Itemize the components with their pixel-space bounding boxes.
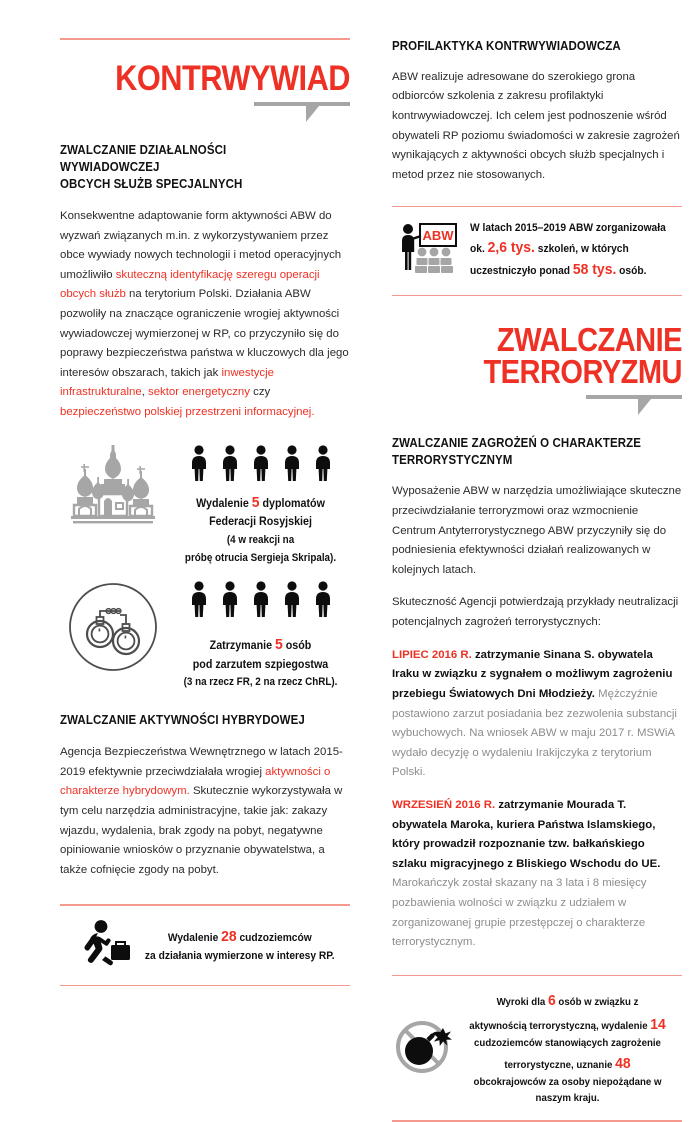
section-heading-counterintel	[60, 142, 327, 193]
saint-basil-cathedral-icon	[60, 445, 165, 531]
caption-post: osób	[282, 640, 312, 653]
person-icon	[250, 445, 272, 481]
hybrid-text-run-0: Agencja Bezpieczeństwa Wewnętrznego w latach 2015-2019 efektywnie przeciwdziałała wrogiej	[60, 746, 343, 778]
person-icon	[281, 445, 303, 481]
stat-expulsions	[60, 906, 350, 985]
caption-number: 5	[275, 636, 283, 654]
paragraph-hybrid	[60, 743, 350, 880]
counterintel-text-run-1: skuteczną identyfikację szeregu operacji obcych służb	[60, 268, 320, 301]
no-bomb-icon	[394, 1018, 456, 1079]
stat-training-text	[470, 220, 666, 282]
detained-pictogram-col	[171, 581, 350, 692]
caption-line2: Federacji Rosyjskiej	[209, 515, 312, 528]
stat-number: 28	[221, 927, 237, 945]
counterintel-text-run-7: bezpieczeństwo polskiej przestrzeni informacyjnej.	[60, 406, 315, 419]
stat-number-participants: 58 tys.	[572, 261, 617, 279]
person-icon	[188, 445, 210, 481]
caption-sub1: (4 w reakcji na	[226, 533, 295, 546]
paragraph-terror-1: Wyposażenie ABW w narzędzia umożliwiające skuteczne przeciwdziałanie terroryzmowi oraz wzmocnienie Centrum Antyterrorystycznego ABW przyczyniły się do podniesienia efektywności działań realizowanych w kolejnych latach.	[392, 485, 682, 576]
stat-part3: cudzoziemców stanowiących zagrożenie terrorystyczne, uznanie	[474, 1037, 661, 1071]
stat-number-undesirable: 48	[615, 1054, 631, 1072]
lecture-board-icon	[396, 222, 458, 279]
stat-line3-post: osób.	[616, 265, 647, 278]
case-lipiec-detail: Mężczyźnie postawiono zarzut posiadania bez zezwolenia substancji wybuchowych. Na wniosek ABW w maju 2017 r. MSWiA wydało decyzję o wydaleniu Irakijczyka z terytorium Polski.	[392, 687, 677, 779]
stat-pre: Wydalenie	[167, 931, 222, 944]
svg-text:ABW: ABW	[422, 228, 454, 244]
caption-number: 5	[251, 493, 260, 511]
stat-detained	[60, 581, 350, 692]
person-pictogram-row-detained	[171, 581, 350, 617]
person-icon	[281, 581, 303, 617]
section-heading-prophylaxis: PROFILAKTYKA KONTRWYWIADOWCZA	[392, 39, 621, 53]
stat-number-expelled: 14	[650, 1015, 666, 1033]
stat-rule-bottom-left	[60, 985, 350, 987]
counterintel-text-run-6: czy	[249, 386, 271, 399]
person-icon	[188, 581, 210, 617]
case-lipiec-lead: zatrzymanie Sinana S. obywatela Iraku w związku z sygnałem o możliwym zagrożeniu przebiegu Światowych Dni Młodzieży.	[392, 648, 673, 700]
person-icon	[250, 581, 272, 617]
page-title-zwalczanie-terroryzmu	[427, 321, 682, 391]
paragraph-terror-2: Skuteczność Agencji potwierdzają przykłady neutralizacji potencjalnych zagrożeń terrorystycznych:	[392, 596, 679, 629]
stat-verdicts	[392, 976, 682, 1120]
stat-line1: W latach 2015–2019 ABW zorganizowała	[470, 222, 666, 235]
caption-sub2: próbę otrucia Sergieja Skripala).	[184, 551, 337, 564]
stat-expulsions-text	[144, 926, 336, 965]
case-entry-lipiec-2016	[392, 646, 682, 783]
person-icon	[312, 581, 334, 617]
stat-line3-pre: uczestniczyło ponad	[470, 265, 573, 278]
stat-line2: za działania wymierzone w interesy RP.	[144, 950, 335, 963]
counterintel-text-run-2: na terytorium Polski. Działania ABW pozwoliły na znaczące ograniczenie wrogiej aktywności wywiadowczej wymierzonej w RP, co przyczyniło się do poprawy bezpieczeństwa państwa w kluczowych dla jego interesów obszarach, takich jak	[60, 288, 349, 379]
title-line-2: TERRORYZMU	[483, 353, 682, 391]
person-pictogram-row-diplomats	[171, 445, 350, 481]
traveler-with-suitcase-icon	[78, 919, 132, 972]
left-column	[60, 38, 350, 963]
person-icon	[219, 581, 241, 617]
caption-pre: Zatrzymanie	[209, 640, 276, 653]
stat-part1: Wyroki dla	[496, 997, 548, 1009]
caption-post: dyplomatów	[259, 497, 325, 510]
case-wrzesien-detail: Marokańczyk został skazany na 3 lata i 8 miesięcy pozbawienia wolności w związku z udziałem w zorganizowanej grupie przestępczej o charakterze terrorystycznym.	[392, 877, 647, 949]
stat-verdicts-text	[468, 989, 667, 1107]
person-icon	[312, 445, 334, 481]
hybrid-text-run-1: aktywności o charakterze hybrydowym.	[60, 765, 331, 798]
page-title-kontrwywiad: KONTRWYWIAD	[115, 59, 350, 98]
caption-line2: pod zarzutem szpiegostwa	[192, 658, 329, 671]
counterintel-text-run-3: inwestycje infrastrukturalne	[60, 366, 274, 399]
heading-line-2: OBCYCH SŁUŻB SPECJALNYCH	[60, 177, 243, 192]
stat-post: cudzoziemców	[236, 931, 312, 944]
case-entry-wrzesien-2016	[392, 796, 682, 953]
title-line-1: ZWALCZANIE	[496, 321, 682, 359]
stat-part2: osób w związku z aktywnością terrorystyczną, wydalenie	[469, 997, 651, 1032]
speech-tail-right	[392, 395, 682, 415]
section-heading-terror-threats	[392, 435, 659, 469]
section-heading-hybrid: ZWALCZANIE AKTYWNOŚCI HYBRYDOWEJ	[60, 713, 305, 728]
speech-tail-left	[60, 102, 350, 122]
counterintel-text-run-5: sektor energetyczny	[148, 386, 250, 399]
handcuffs-icon	[60, 581, 165, 673]
counterintel-text-run-0: Konsekwentne adaptowanie form aktywności ABW do wyzwań związanych m.in. z wykorzystywaniem przez obce wywiady nowych technologii i metod operacyjnych umożliwiło	[60, 209, 342, 281]
paragraph-prophylaxis: ABW realizuje adresowane do szerokiego grona odbiorców szkolenia z zakresu profilaktyki kontrwywiadowczej. Ich celem jest podnoszenie wśród obywateli RP poziomu świadomości w zakresie zagrożeń wynikających z aktywności obcych służb specjalnych i metod przez nie stosowanych.	[392, 70, 680, 181]
stat-training	[392, 207, 682, 295]
case-wrzesien-lead: zatrzymanie Mourada T. obywatela Maroka, kuriera Państwa Islamskiego, który prowadził rozpoznanie tzw. bałkańskiego szlaku migracyjnego z Bliskiego Wschodu do UE.	[392, 798, 661, 870]
right-column	[392, 38, 682, 1105]
hybrid-text-run-2: Skutecznie wykorzystywała w tym celu narzędzia administracyjne, takie jak: zakazy wjazdu, wydalenia, brak zgody na pobyt, negatywne opiniowanie wniosków o przyznanie obywatelstwa, a także cofnięcie zgody na pobyt.	[60, 785, 343, 876]
heading-line-2: TERRORYSTYCZNYM	[392, 452, 513, 467]
diplomats-pictogram-col	[171, 445, 350, 568]
person-icon	[219, 445, 241, 481]
caption-pre: Wydalenie	[196, 497, 252, 510]
stat-line2-post: szkoleń, w których	[534, 242, 629, 255]
stat-part4: obcokrajowców za osoby niepożądane w naszym kraju.	[473, 1077, 662, 1105]
case-lipiec-date: LIPIEC 2016 R.	[392, 648, 472, 661]
caption-detained	[177, 633, 343, 692]
caption-sub1: (3 na rzecz FR, 2 na rzecz ChRL).	[183, 676, 338, 689]
paragraph-counterintel	[60, 207, 350, 423]
heading-line-1: ZWALCZANIE ZAGROŻEŃ O CHARAKTERZE	[392, 435, 642, 450]
stat-line2-pre: ok.	[470, 242, 488, 255]
counterintel-text-run-4: ,	[141, 386, 149, 399]
stat-number-verdicts: 6	[547, 992, 556, 1010]
stat-number-trainings: 2,6 tys.	[487, 238, 535, 256]
heading-line-1: ZWALCZANIE DZIAŁALNOŚCI WYWIADOWCZEJ	[60, 143, 227, 175]
stat-diplomats	[60, 445, 350, 568]
caption-diplomats	[177, 491, 343, 568]
case-wrzesien-date: WRZESIEŃ 2016 R.	[392, 798, 496, 811]
